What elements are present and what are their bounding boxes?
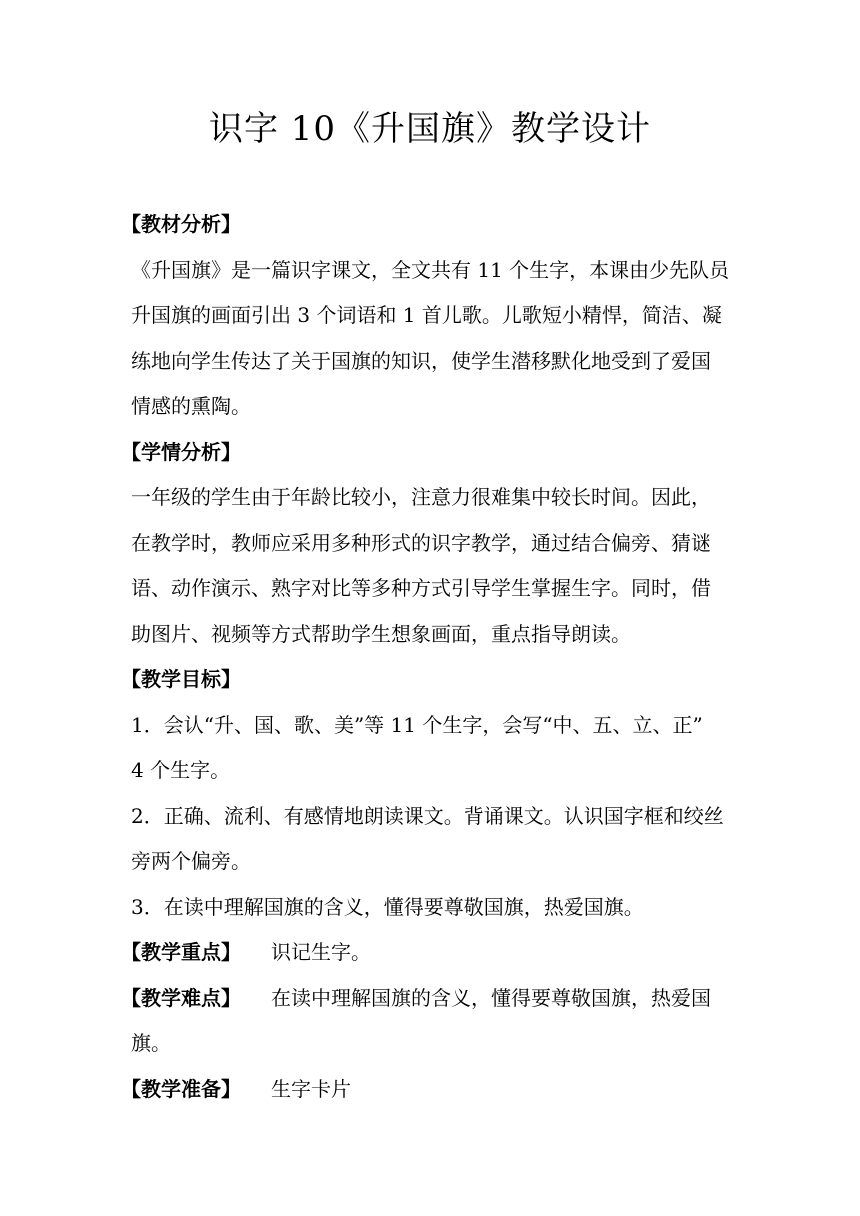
page-title: 识字 10《升国旗》教学设计 (208, 109, 652, 149)
goal-line: 4 个生字。 (131, 758, 231, 782)
paragraph-line: 情感的熏陶。 (131, 394, 251, 418)
section-heading-key-point: 【教学重点】 (121, 940, 241, 964)
paragraph-line: 练地向学生传达了关于国旗的知识，使学生潜移默化地受到了爱国 (131, 348, 711, 373)
paragraph-line: 《升国旗》是一篇识字课文，全文共有 11 个生字，本课由少先队员 (131, 257, 730, 282)
goal-line: 旁两个偏旁。 (131, 849, 251, 873)
difficulty-row (121, 976, 735, 1022)
goal-line: 3．在读中理解国旗的含义，懂得要尊敬国旗，热爱国旗。 (131, 894, 644, 919)
difficulty-continuation: 旗。 (131, 1031, 171, 1055)
paragraph-line: 助图片、视频等方式帮助学生想象画面，重点指导朗读。 (131, 621, 631, 646)
document-body (121, 202, 735, 1112)
goal-line: 1．会认“升、国、歌、美”等 11 个生字，会写“中、五、立、正” (131, 712, 703, 737)
key-point-text: 识记生字。 (271, 940, 371, 964)
paragraph-line: 一年级的学生由于年龄比较小，注意力很难集中较长时间。因此， (131, 485, 711, 509)
section-heading-preparation: 【教学准备】 (121, 1076, 241, 1101)
paragraph-line: 在教学时，教师应采用多种形式的识字教学，通过结合偏旁、猜谜 (131, 530, 711, 555)
section-heading-goals: 【教学目标】 (121, 667, 241, 691)
key-point-row (121, 930, 735, 976)
preparation-text: 生字卡片 (271, 1076, 351, 1101)
goal-line: 2．正确、流利、有感情地朗读课文。背诵课文。认识国字框和绞丝 (131, 803, 724, 828)
preparation-row (121, 1067, 735, 1113)
difficulty-text: 在读中理解国旗的含义，懂得要尊敬国旗，热爱国 (271, 985, 711, 1010)
section-heading-students: 【学情分析】 (121, 439, 241, 464)
section-heading-material: 【教材分析】 (121, 212, 241, 236)
paragraph-line: 语、动作演示、熟字对比等多种方式引导学生掌握生字。同时，借 (131, 576, 711, 600)
paragraph-line: 升国旗的画面引出 3 个词语和 1 首儿歌。儿歌短小精悍，简洁、凝 (131, 303, 722, 327)
section-heading-difficulty: 【教学难点】 (121, 985, 241, 1010)
